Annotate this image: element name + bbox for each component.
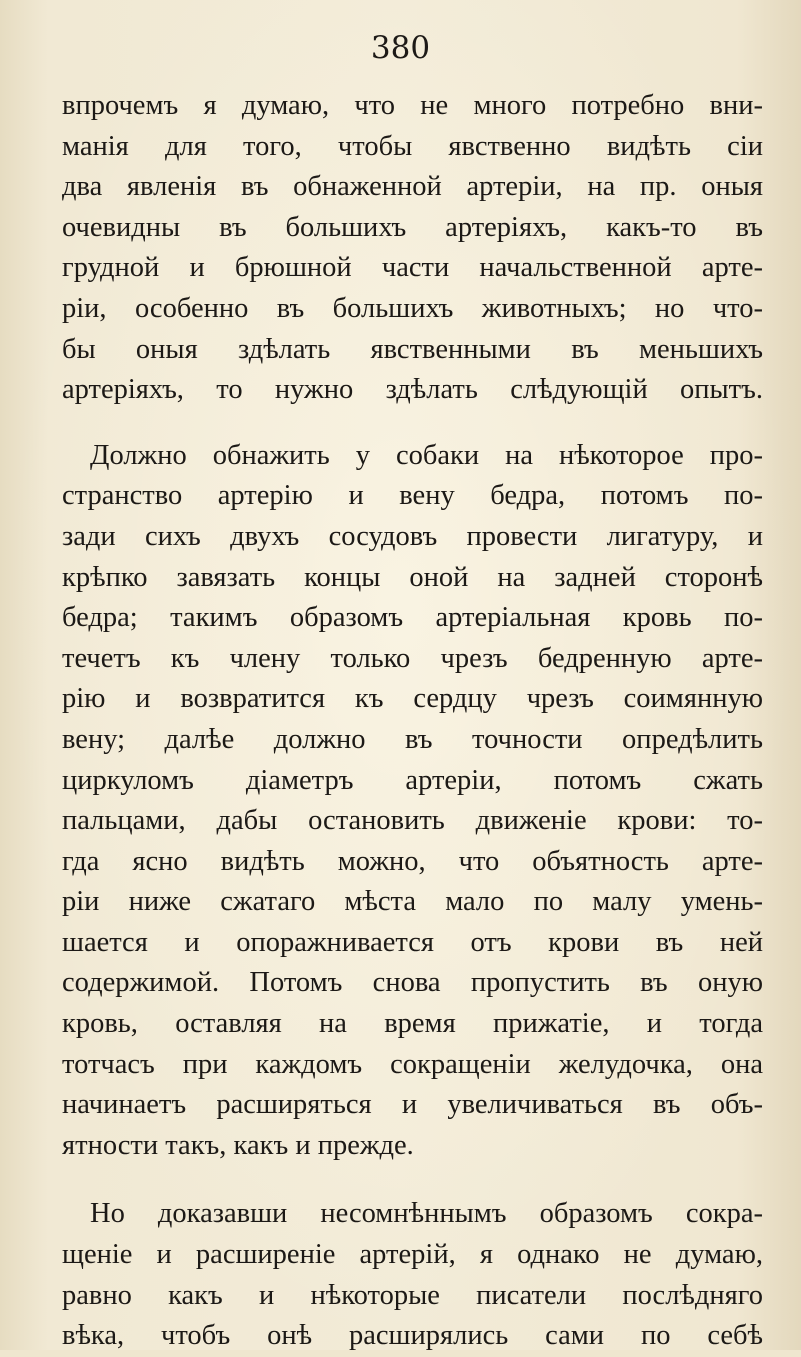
text-line: ріи ниже сжатаго мѣста мало по малу умень- [62, 886, 763, 918]
body-text [62, 86, 763, 1357]
page-number: 380 [370, 30, 431, 66]
text-line: Но доказавши несомнѣннымъ образомъ сокра- [90, 1198, 763, 1230]
text-line: очевидны въ большихъ артеріяхъ, какъ-то въ [62, 211, 763, 243]
text-line: тотчасъ при каждомъ сокращеніи желудочка, она [62, 1048, 763, 1080]
text-line: начинаетъ расширяться и увеличиваться въ объ- [62, 1089, 763, 1121]
text-line: рію и возвратится къ сердцу чрезъ соимянную [62, 683, 763, 715]
text-line: впрочемъ я думаю, что не много потребно вни- [62, 90, 763, 121]
text-line: циркуломъ діаметръ артеріи, потомъ сжать [62, 764, 763, 796]
paragraph-spacer [62, 411, 763, 436]
text-line: крѣпко завязать концы оной на задней сторонѣ [62, 561, 763, 593]
text-line: бедра; такимъ образомъ артеріальная кровь по- [62, 602, 763, 634]
text-line: бы оныя здѣлать явственными въ меньшихъ [62, 333, 763, 365]
text-line: зади сихъ двухъ сосудовъ провести лигатуру, и [62, 520, 763, 552]
text-line: кровь, оставляя на время прижатіе, и тогда [62, 1008, 763, 1040]
text-line: вѣка, чтобъ онѣ расширялись сами по себѣ [62, 1320, 763, 1352]
paragraph [62, 436, 763, 1167]
text-line: артеріяхъ, то нужно здѣлать слѣдующій опытъ. [62, 374, 763, 406]
paragraph-spacer [62, 1166, 763, 1194]
text-line: ятности такъ, какъ и прежде. [62, 1129, 414, 1161]
paragraph [62, 1194, 763, 1356]
text-line: ріи, особенно въ большихъ животныхъ; но что- [62, 292, 763, 324]
text-line: содержимой. Потомъ снова пропустить въ оную [62, 967, 763, 999]
text-line: манія для того, чтобы явственно видѣть сіи [62, 130, 763, 162]
text-line: вену; далѣе должно въ точности опредѣлить [62, 723, 763, 755]
text-line: щеніе и расширеніе артерій, я однако не думаю, [62, 1239, 763, 1271]
text-line: грудной и брюшной части начальственной арте- [62, 252, 763, 284]
text-line: Должно обнажить у собаки на нѣкоторое про- [90, 439, 763, 471]
text-line: шается и опоражнивается отъ крови въ ней [62, 926, 763, 958]
text-line: гда ясно видѣть можно, что объятность арте- [62, 845, 763, 877]
text-line: равно какъ и нѣкоторые писатели послѣдняго [62, 1279, 763, 1311]
text-line: странство артерію и вену бедра, потомъ по- [62, 480, 763, 512]
text-line: пальцами, дабы остановить движеніе крови: то- [62, 805, 763, 837]
text-line: два явленія въ обнаженной артеріи, на пр. оныя [62, 171, 763, 203]
paragraph [62, 86, 763, 411]
text-line: течетъ къ члену только чрезъ бедренную арте- [62, 642, 763, 674]
